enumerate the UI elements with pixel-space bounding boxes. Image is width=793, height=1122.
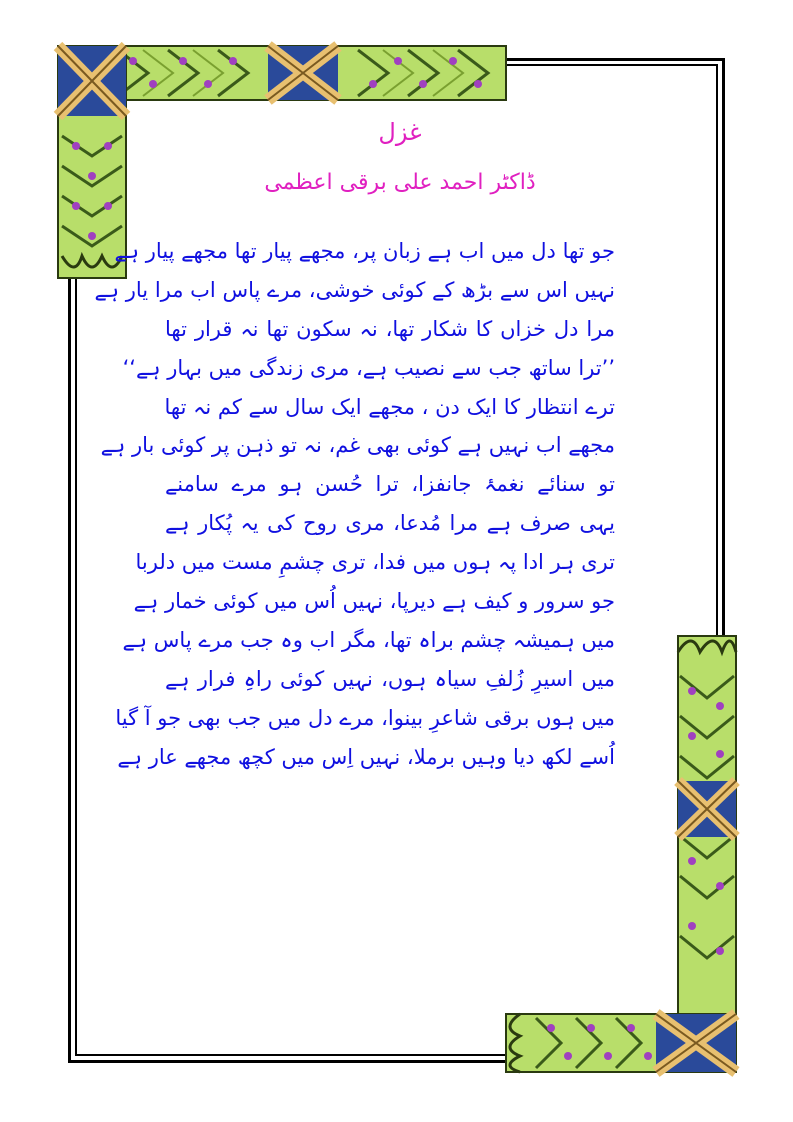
frame-top-inner [500, 64, 718, 66]
verse-line: میں ہوں برقی شاعرِ بینوا، مرے دل میں جب بھی جو آ گیا [115, 705, 615, 730]
verse-line: اُسے لکھ دیا وہیں برملا، نہیں اِس میں کچھ مجھے عار ہے [117, 744, 615, 769]
right-garland [678, 636, 736, 1072]
verse-line: تو سنائے نغمۂ جانفزا، ترا حُسن ہو مرے سامنے [165, 472, 615, 497]
verse-line: جو سرور و کیف ہے دیرپا، نہیں اُس میں کوئی خمار ہے [133, 589, 615, 614]
verse-line: تری ہر ادا پہ ہوں میں فدا، تری چشمِ مست میں دلربا [135, 550, 615, 575]
frame-top-outer [500, 58, 725, 61]
frame-bottom-outer [68, 1060, 508, 1063]
frame-bottom-inner [75, 1054, 508, 1056]
verse-line: میں ہمیشہ چشم براہ تھا، مگر اب وہ جب مرے پاس ہے [122, 627, 615, 652]
verse-line: ترے انتظار کا ایک دن ، مجھے ایک سال سے کم نہ تھا [164, 394, 615, 419]
verse-line: ’’ترا ساتھ جب سے نصیب ہے، مری زندگی میں بہار ہے‘‘ [122, 355, 615, 380]
poem-body [94, 232, 615, 776]
poem-title: غزل [378, 118, 422, 146]
verse-line: مجھے اب نہیں ہے کوئی بھی غم، نہ تو ذہن پر کوئی بار ہے [100, 433, 615, 458]
verse-line: یہی صرف ہے مرا مُدعا، مری روح کی یہ پُکار ہے [165, 511, 615, 536]
poem-author: ڈاکٹر احمد علی برقی اعظمی [264, 170, 536, 195]
verse-line: جو تھا دل میں اب ہے زبان پر، مجھے پیار تھا مجھے پیار ہے [114, 239, 615, 263]
verse-line: نہیں اس سے بڑھ کے کوئی خوشی، مرے پاس اب مرا یار ہے [94, 277, 615, 302]
verse-line: مرا دل خزاں کا شکار تھا، نہ سکون تھا نہ قرار تھا [165, 316, 615, 341]
frame-right-outer [722, 58, 725, 640]
frame-right-inner [716, 64, 718, 640]
frame-left-inner [75, 270, 77, 1056]
frame-left-outer [68, 270, 71, 1062]
verse-line: میں اسیرِ زُلفِ سیاہ ہوں، نہیں کوئی راہِ فرار ہے [165, 666, 615, 691]
bottom-garland [506, 1014, 736, 1072]
